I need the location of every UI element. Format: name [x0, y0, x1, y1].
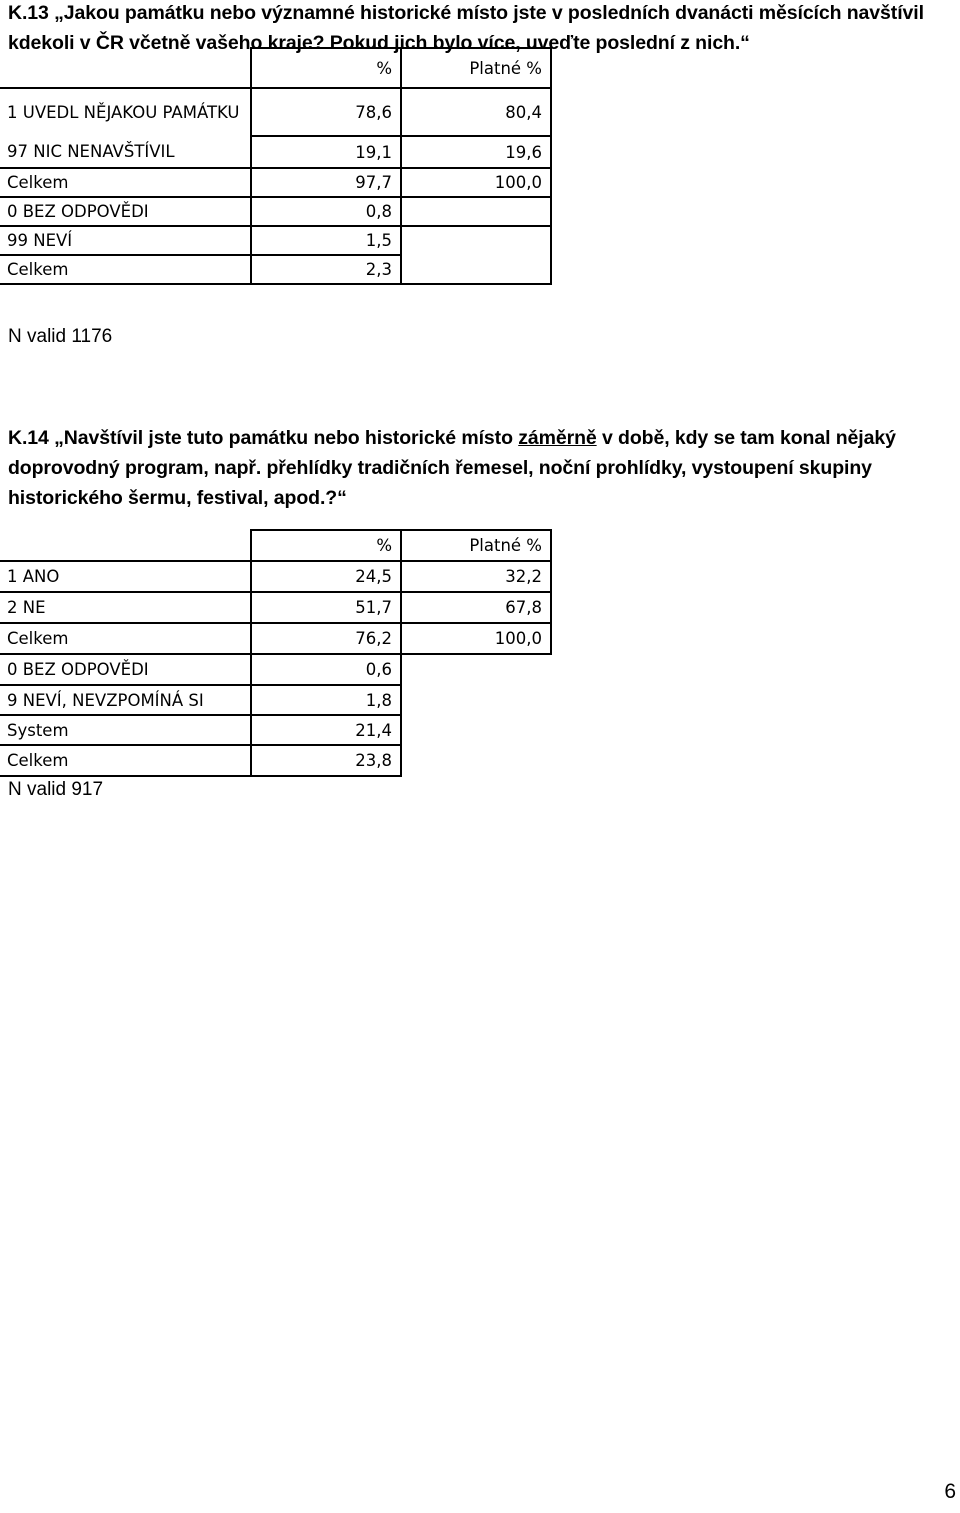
table-row: [0, 255, 551, 284]
row-percent: 21,4: [251, 715, 401, 745]
row-valid-percent: 80,4: [401, 88, 551, 136]
row-percent: 76,2: [251, 623, 401, 654]
row-percent: 19,1: [251, 136, 401, 168]
row-percent: 1,5: [251, 226, 401, 255]
row-label: System: [0, 715, 251, 745]
table-row: [0, 745, 551, 776]
row-percent: 0,8: [251, 197, 401, 226]
question-14-title-start: K.14 „Navštívil jste tuto památku nebo historické místo: [8, 427, 519, 449]
table-row: [0, 715, 551, 745]
row-percent: 23,8: [251, 745, 401, 776]
question-14-n-valid: N valid 917: [8, 779, 104, 800]
row-label: 9 NEVÍ, NEVZPOMÍNÁ SI: [0, 685, 251, 715]
row-label: Celkem: [0, 745, 251, 776]
row-valid-percent: 100,0: [401, 623, 551, 654]
table-row: [0, 623, 551, 654]
row-valid-percent: [401, 685, 551, 715]
page-number: 6: [944, 1480, 956, 1503]
row-label: 97 NIC NENAVŠTÍVIL: [0, 136, 251, 168]
row-percent: 78,6: [251, 88, 401, 136]
table-header-row: [0, 530, 551, 561]
row-valid-percent: 32,2: [401, 561, 551, 592]
row-label: 0 BEZ ODPOVĚDI: [0, 197, 251, 226]
question-14-title-underlined: záměrně: [518, 427, 597, 449]
question-13-table: [0, 47, 552, 285]
row-label: 1 ANO: [0, 561, 251, 592]
question-13-title: K.13 „Jakou památku nebo významné historické místo jste v posledních dvanácti měsících navštívil kdekoli v ČR včetně vašeho kraje? Pokud jich bylo více, uveďte poslední z nich.“: [8, 2, 924, 54]
table-row: [0, 197, 551, 226]
row-valid-percent: [401, 255, 551, 284]
row-valid-percent: 67,8: [401, 592, 551, 623]
row-percent: 24,5: [251, 561, 401, 592]
table-row: [0, 168, 551, 197]
table-row: [0, 592, 551, 623]
table-row: [0, 88, 551, 136]
question-14-title: [8, 423, 954, 513]
row-label: 1 UVEDL NĚJAKOU PAMÁTKU: [0, 88, 251, 136]
row-label: Celkem: [0, 168, 251, 197]
row-label: 99 NEVÍ: [0, 226, 251, 255]
table-row: [0, 226, 551, 255]
row-percent: 51,7: [251, 592, 401, 623]
question-14-table: [0, 529, 552, 777]
row-percent: 0,6: [251, 654, 401, 685]
row-label: Celkem: [0, 623, 251, 654]
table-header-row: [0, 48, 551, 88]
table-row: [0, 685, 551, 715]
header-valid-percent: Platné %: [401, 530, 551, 561]
row-label: 2 NE: [0, 592, 251, 623]
row-valid-percent: 19,6: [401, 136, 551, 168]
question-13-n-valid: N valid 1176: [8, 326, 113, 347]
table-row: [0, 136, 551, 168]
row-label: Celkem: [0, 255, 251, 284]
row-percent: 2,3: [251, 255, 401, 284]
row-valid-percent: 100,0: [401, 168, 551, 197]
row-label: 0 BEZ ODPOVĚDI: [0, 654, 251, 685]
table-row: [0, 654, 551, 685]
row-valid-percent: [401, 654, 551, 685]
row-valid-percent: [401, 226, 551, 255]
row-valid-percent: [401, 745, 551, 776]
row-valid-percent: [401, 715, 551, 745]
row-percent: 97,7: [251, 168, 401, 197]
question-14-title-end: v době, kdy se tam konal nějaký doprovodný program, např. přehlídky tradičních řemesel, noční prohlídky, vystoupení skupiny historického šermu, festival, apod.?“: [8, 427, 896, 509]
header-percent: %: [251, 48, 401, 88]
row-valid-percent: [401, 197, 551, 226]
header-valid-percent: Platné %: [401, 48, 551, 88]
row-percent: 1,8: [251, 685, 401, 715]
table-row: [0, 561, 551, 592]
header-percent: %: [251, 530, 401, 561]
